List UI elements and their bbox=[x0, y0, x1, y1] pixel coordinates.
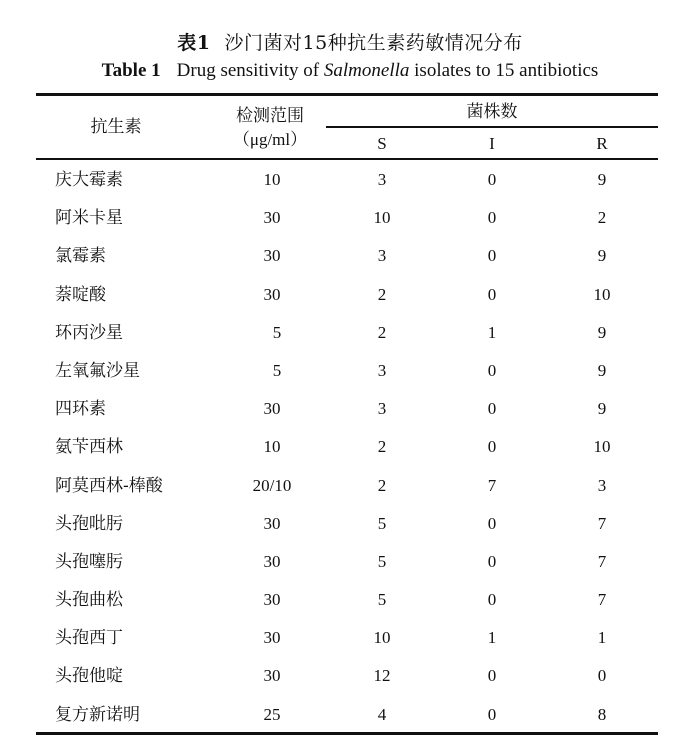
r-count: 8 bbox=[597, 704, 607, 724]
table-row bbox=[36, 542, 658, 580]
s-count: 3 bbox=[377, 170, 387, 189]
range-value: 30 bbox=[263, 208, 281, 228]
s-count: 2 bbox=[377, 437, 387, 457]
header-i: I bbox=[489, 134, 495, 153]
r-count: 9 bbox=[597, 360, 607, 380]
s-count: 5 bbox=[377, 513, 387, 533]
table-row bbox=[36, 427, 658, 465]
table-label-en: Table 1 bbox=[101, 60, 161, 81]
table-caption-zh bbox=[0, 28, 700, 55]
range-value: 30 bbox=[263, 513, 281, 533]
s-count: 12 bbox=[373, 666, 391, 686]
table-title-en-part2: isolates to 15 antibiotics bbox=[409, 60, 599, 81]
i-count: 0 bbox=[487, 437, 497, 457]
i-count: 0 bbox=[487, 170, 497, 189]
i-count: 0 bbox=[487, 590, 497, 610]
antibiotic-name: 萘啶酸 bbox=[55, 284, 106, 305]
r-count: 7 bbox=[597, 513, 607, 533]
s-count: 3 bbox=[377, 360, 387, 380]
i-count: 0 bbox=[487, 513, 497, 533]
table-top-rule bbox=[36, 93, 658, 96]
antibiotic-name: 头孢西丁 bbox=[55, 628, 123, 649]
s-count: 3 bbox=[377, 246, 387, 266]
r-count: 0 bbox=[597, 666, 607, 686]
table-row bbox=[36, 236, 658, 274]
s-count: 5 bbox=[377, 551, 387, 571]
s-count: 2 bbox=[377, 322, 387, 342]
antibiotic-name: 复方新诺明 bbox=[55, 704, 140, 725]
table-row bbox=[36, 580, 658, 618]
r-count: 9 bbox=[597, 170, 607, 189]
i-count: 0 bbox=[487, 666, 497, 686]
table-row bbox=[36, 695, 658, 733]
strain-count-underline bbox=[326, 126, 658, 128]
table-row bbox=[36, 275, 658, 313]
range-value: 30 bbox=[263, 246, 281, 266]
table-row bbox=[36, 504, 658, 542]
table-row bbox=[36, 656, 658, 694]
range-value: 30 bbox=[263, 590, 281, 610]
table-row bbox=[36, 351, 658, 389]
i-count: 7 bbox=[487, 475, 497, 495]
antibiotic-name: 头孢吡肟 bbox=[55, 513, 123, 534]
range-value: 30 bbox=[263, 284, 281, 304]
range-value: 5 bbox=[272, 322, 282, 342]
table-row bbox=[36, 198, 658, 236]
s-count: 4 bbox=[377, 704, 387, 724]
range-value: 30 bbox=[263, 551, 281, 571]
i-count: 1 bbox=[487, 322, 497, 342]
r-count: 2 bbox=[597, 208, 607, 228]
s-count: 5 bbox=[377, 590, 387, 610]
r-count: 3 bbox=[597, 475, 607, 495]
antibiotic-name: 头孢曲松 bbox=[55, 590, 123, 611]
i-count: 0 bbox=[487, 284, 497, 304]
range-value: 10 bbox=[263, 437, 281, 457]
antibiotic-name: 四环素 bbox=[55, 399, 106, 420]
range-value: 20/10 bbox=[252, 475, 292, 495]
table-row bbox=[36, 389, 658, 427]
i-count: 1 bbox=[487, 628, 497, 648]
r-count: 9 bbox=[597, 322, 607, 342]
range-value: 30 bbox=[263, 666, 281, 686]
r-count: 9 bbox=[597, 246, 607, 266]
s-count: 10 bbox=[373, 208, 391, 228]
s-count: 2 bbox=[377, 284, 387, 304]
table-caption-en bbox=[0, 60, 700, 82]
range-value: 5 bbox=[272, 360, 282, 380]
i-count: 0 bbox=[487, 704, 497, 724]
r-count: 9 bbox=[597, 399, 607, 419]
r-count: 7 bbox=[597, 551, 607, 571]
antibiotic-name: 氨苄西林 bbox=[55, 437, 123, 458]
antibiotic-name: 庆大霉素 bbox=[55, 170, 123, 190]
antibiotic-name: 左氧氟沙星 bbox=[55, 360, 140, 381]
range-value: 30 bbox=[263, 399, 281, 419]
i-count: 0 bbox=[487, 208, 497, 228]
range-value: 25 bbox=[263, 704, 281, 724]
antibiotic-name: 阿米卡星 bbox=[55, 208, 123, 229]
s-count: 3 bbox=[377, 399, 387, 419]
i-count: 0 bbox=[487, 246, 497, 266]
table-title-zh: 沙门菌对15种抗生素药敏情况分布 bbox=[224, 32, 523, 54]
i-count: 0 bbox=[487, 551, 497, 571]
table-title-en-part1: Drug sensitivity of bbox=[176, 60, 324, 81]
i-count: 0 bbox=[487, 360, 497, 380]
header-antibiotic: 抗生素 bbox=[90, 117, 142, 137]
table-label-zh: 表1 bbox=[177, 32, 211, 54]
header-s: S bbox=[377, 134, 387, 153]
table-row bbox=[36, 466, 658, 504]
i-count: 0 bbox=[487, 399, 497, 419]
table-title-en-italic: Salmonella bbox=[323, 60, 410, 81]
header-range: 检测范围 bbox=[236, 106, 304, 126]
r-count: 7 bbox=[597, 590, 607, 610]
antibiotic-name: 头孢他啶 bbox=[55, 666, 123, 687]
table-body bbox=[36, 160, 658, 733]
range-value: 10 bbox=[263, 170, 281, 189]
r-count: 1 bbox=[597, 628, 607, 648]
r-count: 10 bbox=[593, 437, 611, 457]
s-count: 2 bbox=[377, 475, 387, 495]
r-count: 10 bbox=[593, 284, 611, 304]
antibiotic-name: 头孢噻肟 bbox=[55, 551, 123, 572]
header-range-unit: （μg/ml） bbox=[232, 130, 308, 149]
range-value: 30 bbox=[263, 628, 281, 648]
s-count: 10 bbox=[373, 628, 391, 648]
header-r: R bbox=[596, 134, 608, 153]
antibiotic-name: 环丙沙星 bbox=[55, 322, 123, 343]
header-strain-count: 菌株数 bbox=[466, 102, 518, 122]
table-row bbox=[36, 618, 658, 656]
table-row bbox=[36, 160, 658, 198]
antibiotic-name: 氯霉素 bbox=[55, 246, 106, 267]
table-row bbox=[36, 313, 658, 351]
antibiotic-name: 阿莫西林-棒酸 bbox=[55, 475, 163, 496]
